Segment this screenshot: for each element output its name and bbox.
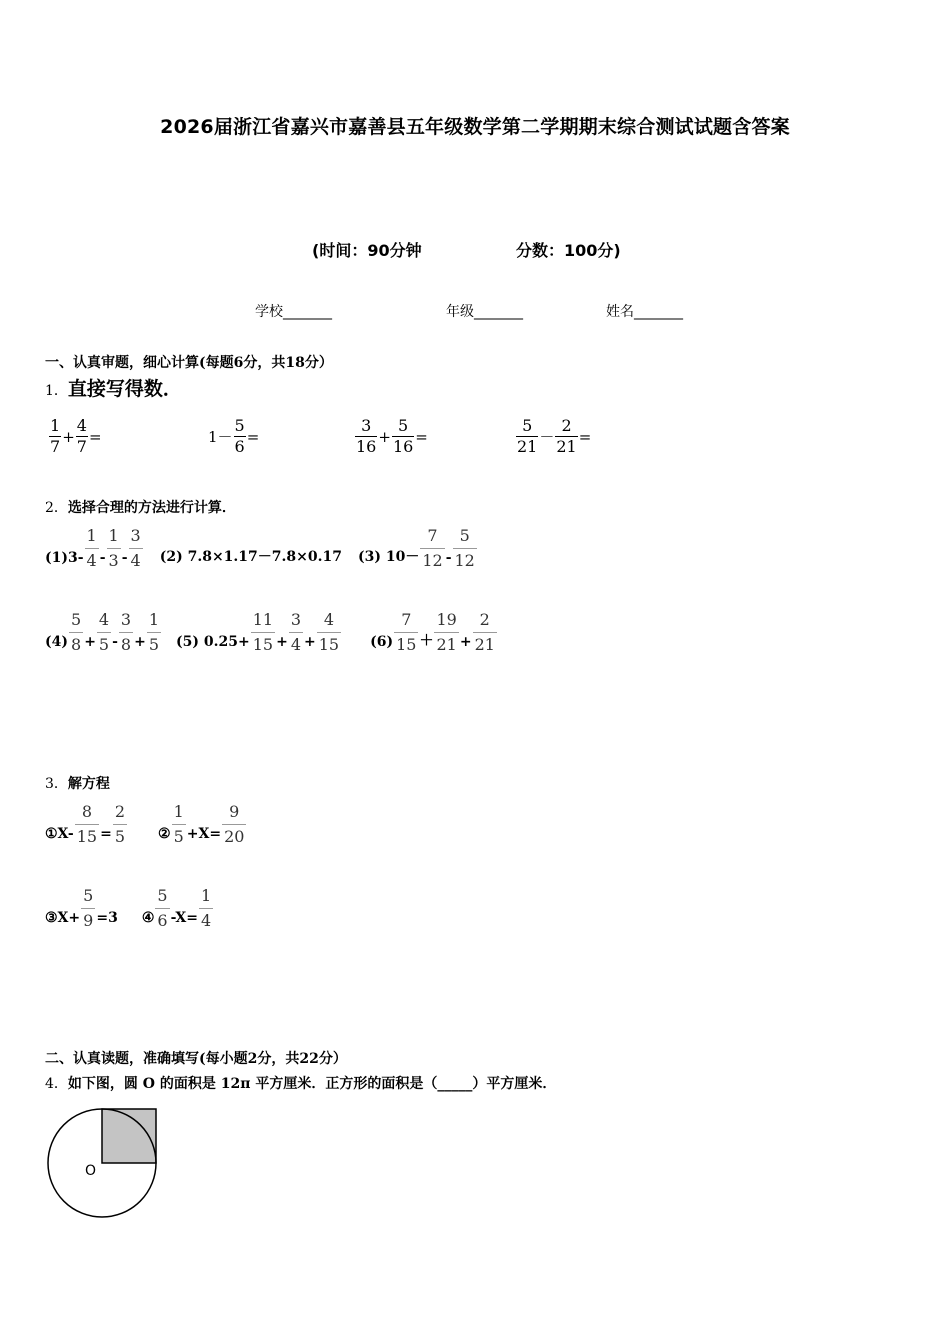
fraction: $\frac{9}{20}$ (224, 802, 245, 846)
q3-row-2: ③X+ $\frac{5}{9}$ =3 ④ 5 6 -X= $\frac{1}{4}$ (45, 886, 212, 930)
exam-time: (时间：90分钟 (312, 241, 422, 260)
q2-row-1: (1)3- 1 4 - 1 3 - 3 4 (2) 7.8×1.17－7.8×0.17 (3) 10－ 7 12 - 5 12 (45, 526, 475, 570)
problem-label: (5) 0.25+ (176, 634, 250, 650)
q1-item-1: $\frac{1}{7}$ + $\frac{4}{7}$ = (50, 416, 102, 456)
question-text: 选择合理的方法进行计算． (67, 500, 236, 516)
circle-square-figure (45, 1102, 165, 1226)
fraction: $\frac{2}{21}$ (556, 416, 577, 456)
problem-label: (4) (45, 634, 68, 650)
question-number: 2． (45, 500, 68, 516)
page-title: 2026届浙江省嘉兴市嘉善县五年级数学第二学期期末综合测试试题含答案 (160, 116, 790, 138)
fraction: 5 12 (454, 526, 475, 570)
question-3-title (45, 773, 110, 793)
grade-field: 年级_______ (446, 304, 523, 320)
fraction: $\frac{5}{16}$ (392, 416, 414, 456)
fraction: $\frac{4}{15}$ (318, 610, 340, 654)
school-field: 学校_______ (255, 304, 332, 320)
question-1-title (45, 374, 182, 401)
problem-2: (2) 7.8×1.17－7.8×0.17 (159, 549, 342, 565)
fraction: 7 12 (422, 526, 443, 570)
fraction: 1 3 (108, 526, 119, 570)
question-number: 4． (45, 1076, 68, 1092)
fraction: $\frac{1}{7}$ (50, 416, 61, 456)
problem-label: (1)3- (45, 550, 84, 566)
fraction: 3 8 (120, 610, 132, 654)
fraction: $\frac{8}{15}$ (76, 802, 98, 846)
fraction: $\frac{1}{5}$ (148, 610, 160, 654)
question-4-title (45, 1073, 556, 1093)
fraction: 1 5 (173, 802, 184, 846)
question-number: 3． (45, 776, 68, 792)
equation-label: ② (158, 826, 171, 842)
fraction: $\frac{2}{21}$ (474, 610, 495, 654)
exam-score: 分数：100分) (516, 241, 621, 260)
section-1-heading: 一、认真审题，细心计算(每题6分，共18分） (45, 355, 333, 371)
fraction: $\frac{5}{9}$ (83, 886, 94, 930)
q2-row-2: (4) 5 8 + $\frac{4}{5}$ - 3 8 + $\frac{1}{5}$ (5) 0.25+ $\frac{11}{15}$ + $\frac{3}{4}$ + $\frac{4}{15}$ (6) 7 15 ＋ 19 21 + $\frac{2}{21}$ (45, 610, 495, 654)
fraction: 7 15 (396, 610, 417, 654)
fraction: $\frac{1}{4}$ (200, 886, 212, 930)
fraction: 1 4 (86, 526, 97, 570)
fraction: 5 8 (71, 610, 82, 654)
question-2-title (45, 497, 236, 517)
fraction: 19 21 (436, 610, 457, 654)
q1-item-2: 1－ $\frac{5}{6}$ = (208, 416, 260, 456)
question-number: 1． (45, 383, 68, 399)
q3-row-1: ①X- $\frac{8}{15}$ = $\frac{2}{5}$ ② 1 5 +X= $\frac{9}{20}$ (45, 802, 245, 846)
equation-label: ④ (141, 910, 155, 926)
question-text: 如下图，圆 O 的面积是 12π 平方厘米．正方形的面积是（_____）平方厘米． (67, 1076, 557, 1092)
question-text: 解方程 (67, 776, 110, 792)
equation-label: ③X+ (45, 910, 81, 926)
q1-item-4: $\frac{5}{21}$ － $\frac{2}{21}$ = (517, 416, 592, 456)
geometry-diagram (45, 1102, 165, 1222)
fraction: 3 4 (130, 526, 141, 570)
fraction: $\frac{3}{4}$ (290, 610, 302, 654)
fraction: $\frac{5}{6}$ (234, 416, 245, 456)
fraction: $\frac{3}{16}$ (356, 416, 377, 456)
fraction: $\frac{5}{21}$ (517, 416, 538, 456)
problem-label: (3) 10－ (357, 549, 420, 565)
fraction: 5 6 (157, 886, 168, 930)
equation-label: ①X- (45, 826, 74, 842)
center-label: O (85, 1163, 97, 1179)
q1-item-3: $\frac{3}{16}$ + $\frac{5}{16}$ = (356, 416, 428, 456)
name-field: 姓名_______ (606, 304, 683, 320)
section-2-heading: 二、认真读题，准确填写(每小题2分，共22分） (45, 1051, 347, 1067)
question-text: 直接写得数． (67, 378, 182, 400)
fraction: $\frac{11}{15}$ (252, 610, 274, 654)
problem-label: (6) (370, 634, 394, 650)
fraction: $\frac{4}{5}$ (98, 610, 110, 654)
fraction: $\frac{4}{7}$ (76, 416, 87, 456)
fraction: $\frac{2}{5}$ (114, 802, 126, 846)
